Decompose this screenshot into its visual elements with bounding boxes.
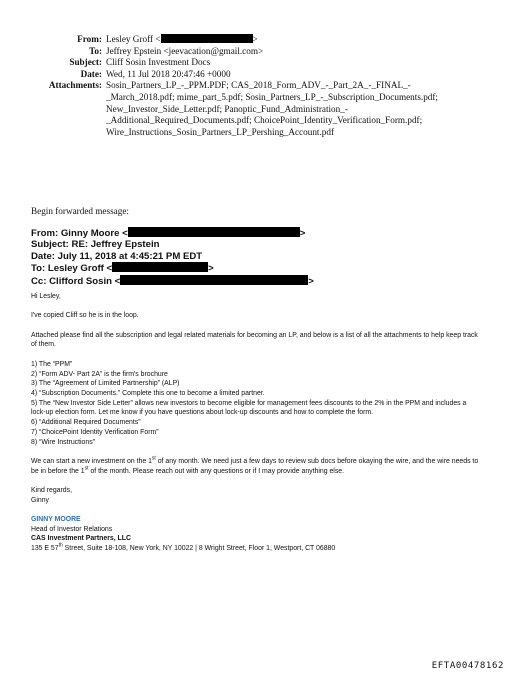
signature-address: 135 E 57th Street, Suite 18-108, New York, NY 10022 | 8 Wright Street, Floor 1, Westport, CT 06880	[31, 542, 336, 553]
list-item: 8) “Wire Instructions”	[31, 438, 95, 446]
bates-stamp: EFTA00478162	[431, 661, 504, 671]
attachment-line[interactable]: _Additional_Required_Documents.pdf; ChoicePoint_Identity_Verification_Form.pdf;	[106, 115, 423, 126]
fwd-to-row	[31, 262, 314, 274]
signature-name: GINNY MOORE	[31, 516, 81, 524]
paragraph: We can start a new investment on the 1st of any month. We need just a few days to review sub docs before okaying the wire, and the wire needs to be in before the 1st of the month. Please reach out with any questions or if I may provide anything else.	[31, 455, 479, 475]
redaction-bar	[128, 227, 300, 237]
list-item: 7) “ChoicePoint Identity Verification Form”	[31, 428, 159, 436]
attachment-line[interactable]: New_Investor_Side_Letter.pdf; Panoptic_Fund_Administration_-	[106, 103, 348, 114]
attachment-line[interactable]: Sosin_Partners_LP_-_PPM.PDF; CAS_2018_Form_ADV_-_Part_2A_-_FINAL_-	[106, 80, 411, 91]
from-label: From:	[77, 34, 102, 44]
closing: Kind regards,	[31, 486, 72, 494]
header-date-row	[40, 69, 480, 81]
list-item: 4) “Subscription Documents.” Complete this one to become a limited partner.	[31, 389, 265, 397]
to-value: Jeffrey Epstein <jeevacation@gmail.com>	[106, 45, 264, 56]
header-to-row	[40, 46, 480, 58]
signature-title: Head of Investor Relations	[31, 525, 113, 533]
fwd-from-row	[31, 227, 314, 239]
list-item: 1) The “PPM”	[31, 360, 73, 368]
fwd-cc-row	[31, 275, 314, 287]
attachment-line[interactable]: _March_2018.pdf; mime_part_5.pdf; Sosin_Partners_LP_-_Subscription_Documents.pdf;	[106, 91, 438, 102]
list-item: 6) “Additional Required Documents”	[31, 419, 141, 427]
fwd-cc-suffix: >	[308, 275, 314, 287]
fwd-to: To: Lesley Groff <	[31, 263, 113, 275]
fwd-date: Date: July 11, 2018 at 4:45:21 PM EDT	[31, 250, 203, 262]
fwd-subject: Subject: RE: Jeffrey Epstein	[31, 239, 160, 251]
attachment-line[interactable]: Wire_Instructions_Sosin_Partners_LP_Pershing_Account.pdf	[106, 126, 335, 137]
attachments-list	[106, 80, 480, 138]
fwd-cc: Cc: Clifford Sosin <	[31, 275, 121, 287]
date-value: Wed, 11 Jul 2018 20:47:46 +0000	[106, 68, 231, 79]
closing-name: Ginny	[31, 496, 50, 504]
signature-company: CAS Investment Partners, LLC	[31, 535, 131, 543]
forwarded-intro: Begin forwarded message:	[31, 206, 129, 216]
paragraph: Attached please find all the subscription and legal related materials for becoming an LP, and below is a list of all the attachments to help keep track of them.	[31, 331, 478, 349]
header-subject-row	[40, 57, 480, 69]
subject-label: Subject:	[69, 57, 102, 68]
fwd-from: From: Ginny Moore <	[31, 228, 128, 239]
list-item: 2) “Form ADV- Part 2A” is the firm's brochure	[31, 370, 168, 378]
subject-value: Cliff Sosin Investment Docs	[106, 57, 211, 68]
list-item: 5) The “New Investor Side Letter” allows new investors to become eligible for management fees discounts to the 2% in the PPM and includes a lock-up election form. Let me know if you have questions about lock-up discounts and how to complete the form.	[31, 399, 467, 417]
forwarded-header	[31, 227, 314, 287]
to-label: To:	[89, 45, 102, 56]
list-item: 3) The “Agreement of Limited Partnership” (ALP)	[31, 380, 180, 388]
from-suffix: >	[252, 34, 258, 44]
redaction-bar	[112, 262, 208, 272]
fwd-from-suffix: >	[299, 228, 306, 239]
date-label: Date:	[80, 68, 102, 79]
fwd-to-suffix: >	[208, 263, 214, 275]
greeting: Hi Lesley,	[31, 293, 61, 300]
paragraph: I've copied Cliff so he is in the loop.	[31, 312, 139, 320]
header-attachments-row	[40, 80, 480, 138]
from-value: Lesley Groff <	[106, 34, 161, 44]
email-header	[40, 34, 480, 138]
header-from-row	[40, 34, 480, 46]
message-body	[31, 292, 481, 554]
attachments-label: Attachments:	[48, 80, 102, 91]
redaction-bar	[161, 34, 253, 43]
redaction-bar	[120, 275, 308, 285]
